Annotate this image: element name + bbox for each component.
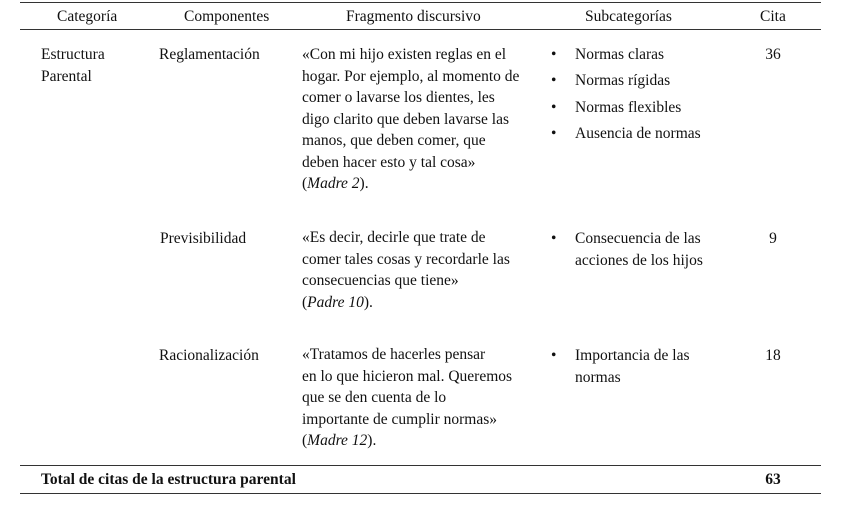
table-bottom-rule <box>20 493 821 494</box>
category-label-line: Parental <box>41 67 92 85</box>
header-bottom-rule <box>20 29 821 30</box>
componente-racionalizacion: Racionalización <box>159 347 259 364</box>
list-item: • Normas flexibles <box>551 97 701 119</box>
list-item: • Ausencia de normas <box>551 123 701 145</box>
bullet-icon: • <box>551 46 557 63</box>
total-label: Total de citas de la estructura parental <box>41 471 296 488</box>
subcategorias-list <box>551 44 701 149</box>
reference-source: Madre 12 <box>307 432 368 449</box>
list-item: • Normas rígidas <box>551 70 701 92</box>
fragmento-line: «Con mi hijo existen reglas en el <box>302 46 507 63</box>
list-item: • Consecuencia de las acciones de los hijos <box>551 230 703 269</box>
cita-value: 9 <box>769 230 777 247</box>
fragmento-discursivo <box>302 344 512 452</box>
bullet-icon: • <box>551 347 557 364</box>
category-label-line: Estructura <box>41 46 105 63</box>
fragmento-line: consecuencias que tiene» <box>302 272 459 289</box>
cita-value: 18 <box>765 347 781 364</box>
fragmento-line: hogar. Por ejemplo, al momento de <box>302 67 520 85</box>
category-label <box>41 44 105 87</box>
fragmento-line: importante de cumplir normas» <box>302 410 497 428</box>
subcategorias-list <box>551 345 689 393</box>
bullet-icon: • <box>551 72 557 90</box>
total-value: 63 <box>765 471 781 488</box>
fragmento-line: deben hacer esto y tal cosa» <box>302 153 476 171</box>
reference-source: Madre 2 <box>307 175 360 192</box>
header-fragmento: Fragmento discursivo <box>346 8 481 25</box>
fragmento-line: en lo que hicieron mal. Queremos <box>302 367 513 385</box>
total-top-rule <box>20 465 821 466</box>
fragmento-reference: (Madre 12). <box>302 432 377 449</box>
fragmento-discursivo <box>302 227 510 313</box>
cita-value: 36 <box>765 46 781 63</box>
fragmento-line: digo clarito que deben lavarse las <box>302 110 510 128</box>
header-componentes: Componentes <box>184 8 270 25</box>
fragmento-line: «Es decir, decirle que trate de <box>302 229 486 246</box>
componente-previsibilidad: Previsibilidad <box>160 230 247 247</box>
table-top-rule <box>20 2 821 3</box>
reference-source: Padre 10 <box>307 293 364 311</box>
bullet-icon: • <box>551 124 557 142</box>
list-item: • Normas claras <box>551 44 701 66</box>
fragmento-line: manos, que deben comer, que <box>302 132 486 149</box>
fragmento-reference: (Padre 10). <box>302 293 373 311</box>
fragmento-line: que se den cuenta de lo <box>302 389 447 406</box>
fragmento-line: «Tratamos de hacerles pensar <box>302 346 486 363</box>
fragmento-reference: (Madre 2). <box>302 175 369 192</box>
header-cita: Cita <box>760 8 786 25</box>
componente-reglamentacion: Reglamentación <box>159 46 260 63</box>
fragmento-discursivo <box>302 44 519 195</box>
fragmento-line: comer o lavarse los dientes, les <box>302 89 495 106</box>
header-categoria: Categoría <box>57 8 118 25</box>
header-subcategorias: Subcategorías <box>585 8 672 25</box>
fragmento-line: comer tales cosas y recordarle las <box>302 250 510 268</box>
subcategorias-list <box>551 228 703 276</box>
bullet-icon: • <box>551 98 557 116</box>
list-item: • Importancia de las normas <box>551 347 690 386</box>
bullet-icon: • <box>551 230 557 247</box>
